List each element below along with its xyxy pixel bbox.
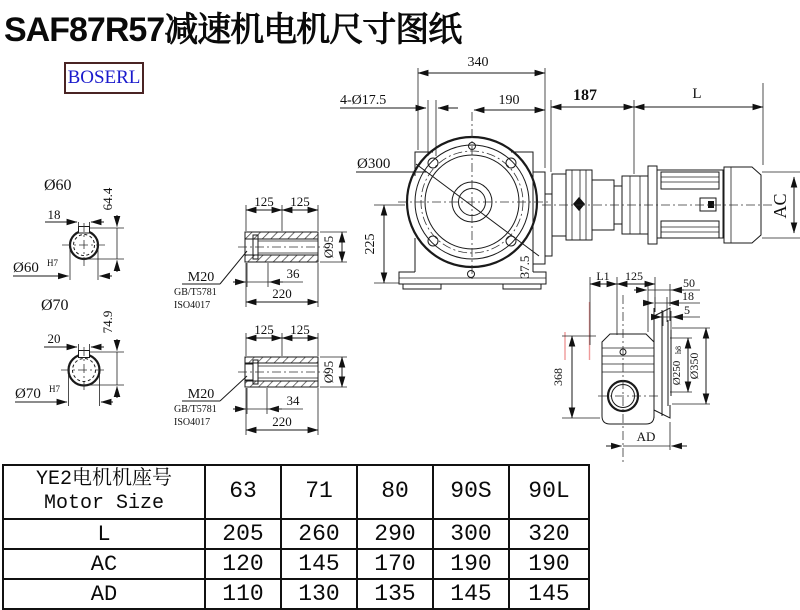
dim-c1-od: Ø95: [321, 235, 336, 259]
table-header-cell: 63: [205, 465, 281, 519]
bore-detail-60: [13, 177, 124, 280]
shaft-cover-2: [174, 322, 347, 435]
bore-detail-70: [15, 297, 124, 406]
dim-sv-ad: AD: [636, 429, 656, 444]
brand-logo-text: BOSERL: [67, 67, 141, 88]
dim-s70-fit: H7: [49, 384, 60, 394]
dim-s70-kh: 74.9: [100, 310, 115, 334]
dim-225: 225: [363, 233, 378, 255]
table-cell: 190: [509, 549, 589, 579]
table-header-cn: YE2电机机座号: [35, 468, 172, 491]
dim-sv-50: 50: [683, 276, 695, 290]
table-cell: 320: [509, 519, 589, 549]
dim-c2-bl: 34: [286, 393, 300, 408]
dim-c2-std1: GB/T5781: [174, 404, 217, 415]
table-header-en: Motor Size: [43, 492, 165, 515]
dim-340: 340: [467, 55, 489, 70]
side-elevation: [542, 166, 772, 244]
dim-37-5: 37.5: [517, 255, 532, 279]
table-cell: 135: [357, 579, 433, 609]
table-cell: 205: [205, 519, 281, 549]
dim-sv-368: 368: [551, 368, 565, 386]
dim-c2-125b: 125: [290, 322, 310, 337]
dim-c1-thread: M20: [187, 270, 215, 285]
shaft-cover-1: [174, 194, 347, 311]
dim-AC: AC: [770, 193, 790, 219]
dim-sv-250: Ø250: [671, 360, 683, 386]
dim-s70-od: Ø70: [41, 297, 69, 314]
table-cell: 170: [357, 549, 433, 579]
table-header-cell: 80: [357, 465, 433, 519]
motor-size-table: [2, 464, 590, 610]
dim-c2-std2: ISO4017: [174, 417, 211, 428]
table-cell: 145: [433, 579, 509, 609]
dim-s60-bore: Ø60: [13, 260, 39, 276]
dim-c1-125b: 125: [290, 194, 310, 209]
table-row-label: AC: [3, 549, 205, 579]
dim-s60-fit: H7: [47, 258, 58, 268]
table-cell: 145: [281, 549, 357, 579]
dim-sv-250-fit: h8: [674, 346, 683, 354]
dim-sv-l1: L1: [596, 269, 610, 283]
dim-sv-5: 5: [684, 303, 690, 317]
dim-c2-od: Ø95: [321, 360, 336, 384]
table-cell: 260: [281, 519, 357, 549]
table-header-cell: 90L: [509, 465, 589, 519]
dim-190: 190: [498, 93, 520, 108]
dim-c1-tl: 220: [272, 286, 292, 301]
dim-sv-125: 125: [625, 269, 643, 283]
dim-s60-od: Ø60: [44, 177, 72, 194]
table-cell: 300: [433, 519, 509, 549]
dim-s60-kh: 64.4: [100, 187, 115, 211]
dim-c2-thread: M20: [187, 387, 215, 402]
dim-flange-od: Ø300: [357, 156, 391, 172]
dim-c2-tl: 220: [272, 414, 292, 429]
dim-bolt-holes: 4-Ø17.5: [340, 93, 387, 108]
page-title: SAF87R57减速机电机尺寸图纸: [4, 11, 462, 49]
table-header-cell: 90S: [433, 465, 509, 519]
center-mark: [573, 197, 585, 211]
table-cell: 110: [205, 579, 281, 609]
dim-sv-18: 18: [682, 289, 694, 303]
dim-c1-std1: GB/T5781: [174, 287, 217, 298]
dim-187: 187: [573, 87, 597, 104]
table-row-label: AD: [3, 579, 205, 609]
table-cell: 190: [433, 549, 509, 579]
dim-c1-bl: 36: [286, 266, 300, 281]
dim-sv-350: Ø350: [687, 352, 701, 380]
dim-c2-125a: 125: [254, 322, 274, 337]
table-cell: 145: [509, 579, 589, 609]
output-side-view: [551, 269, 710, 462]
dim-s70-kw: 20: [47, 331, 61, 346]
table-cell: 120: [205, 549, 281, 579]
dim-c1-std2: ISO4017: [174, 300, 211, 311]
dim-s70-bore: Ø70: [15, 386, 41, 402]
dim-s60-kw: 18: [47, 207, 61, 222]
dim-L: L: [692, 86, 702, 102]
table-cell: 130: [281, 579, 357, 609]
table-header-motor-size: [3, 465, 205, 519]
table-row-label: L: [3, 519, 205, 549]
dim-c1-125a: 125: [254, 194, 274, 209]
table-cell: 290: [357, 519, 433, 549]
table-header-cell: 71: [281, 465, 357, 519]
